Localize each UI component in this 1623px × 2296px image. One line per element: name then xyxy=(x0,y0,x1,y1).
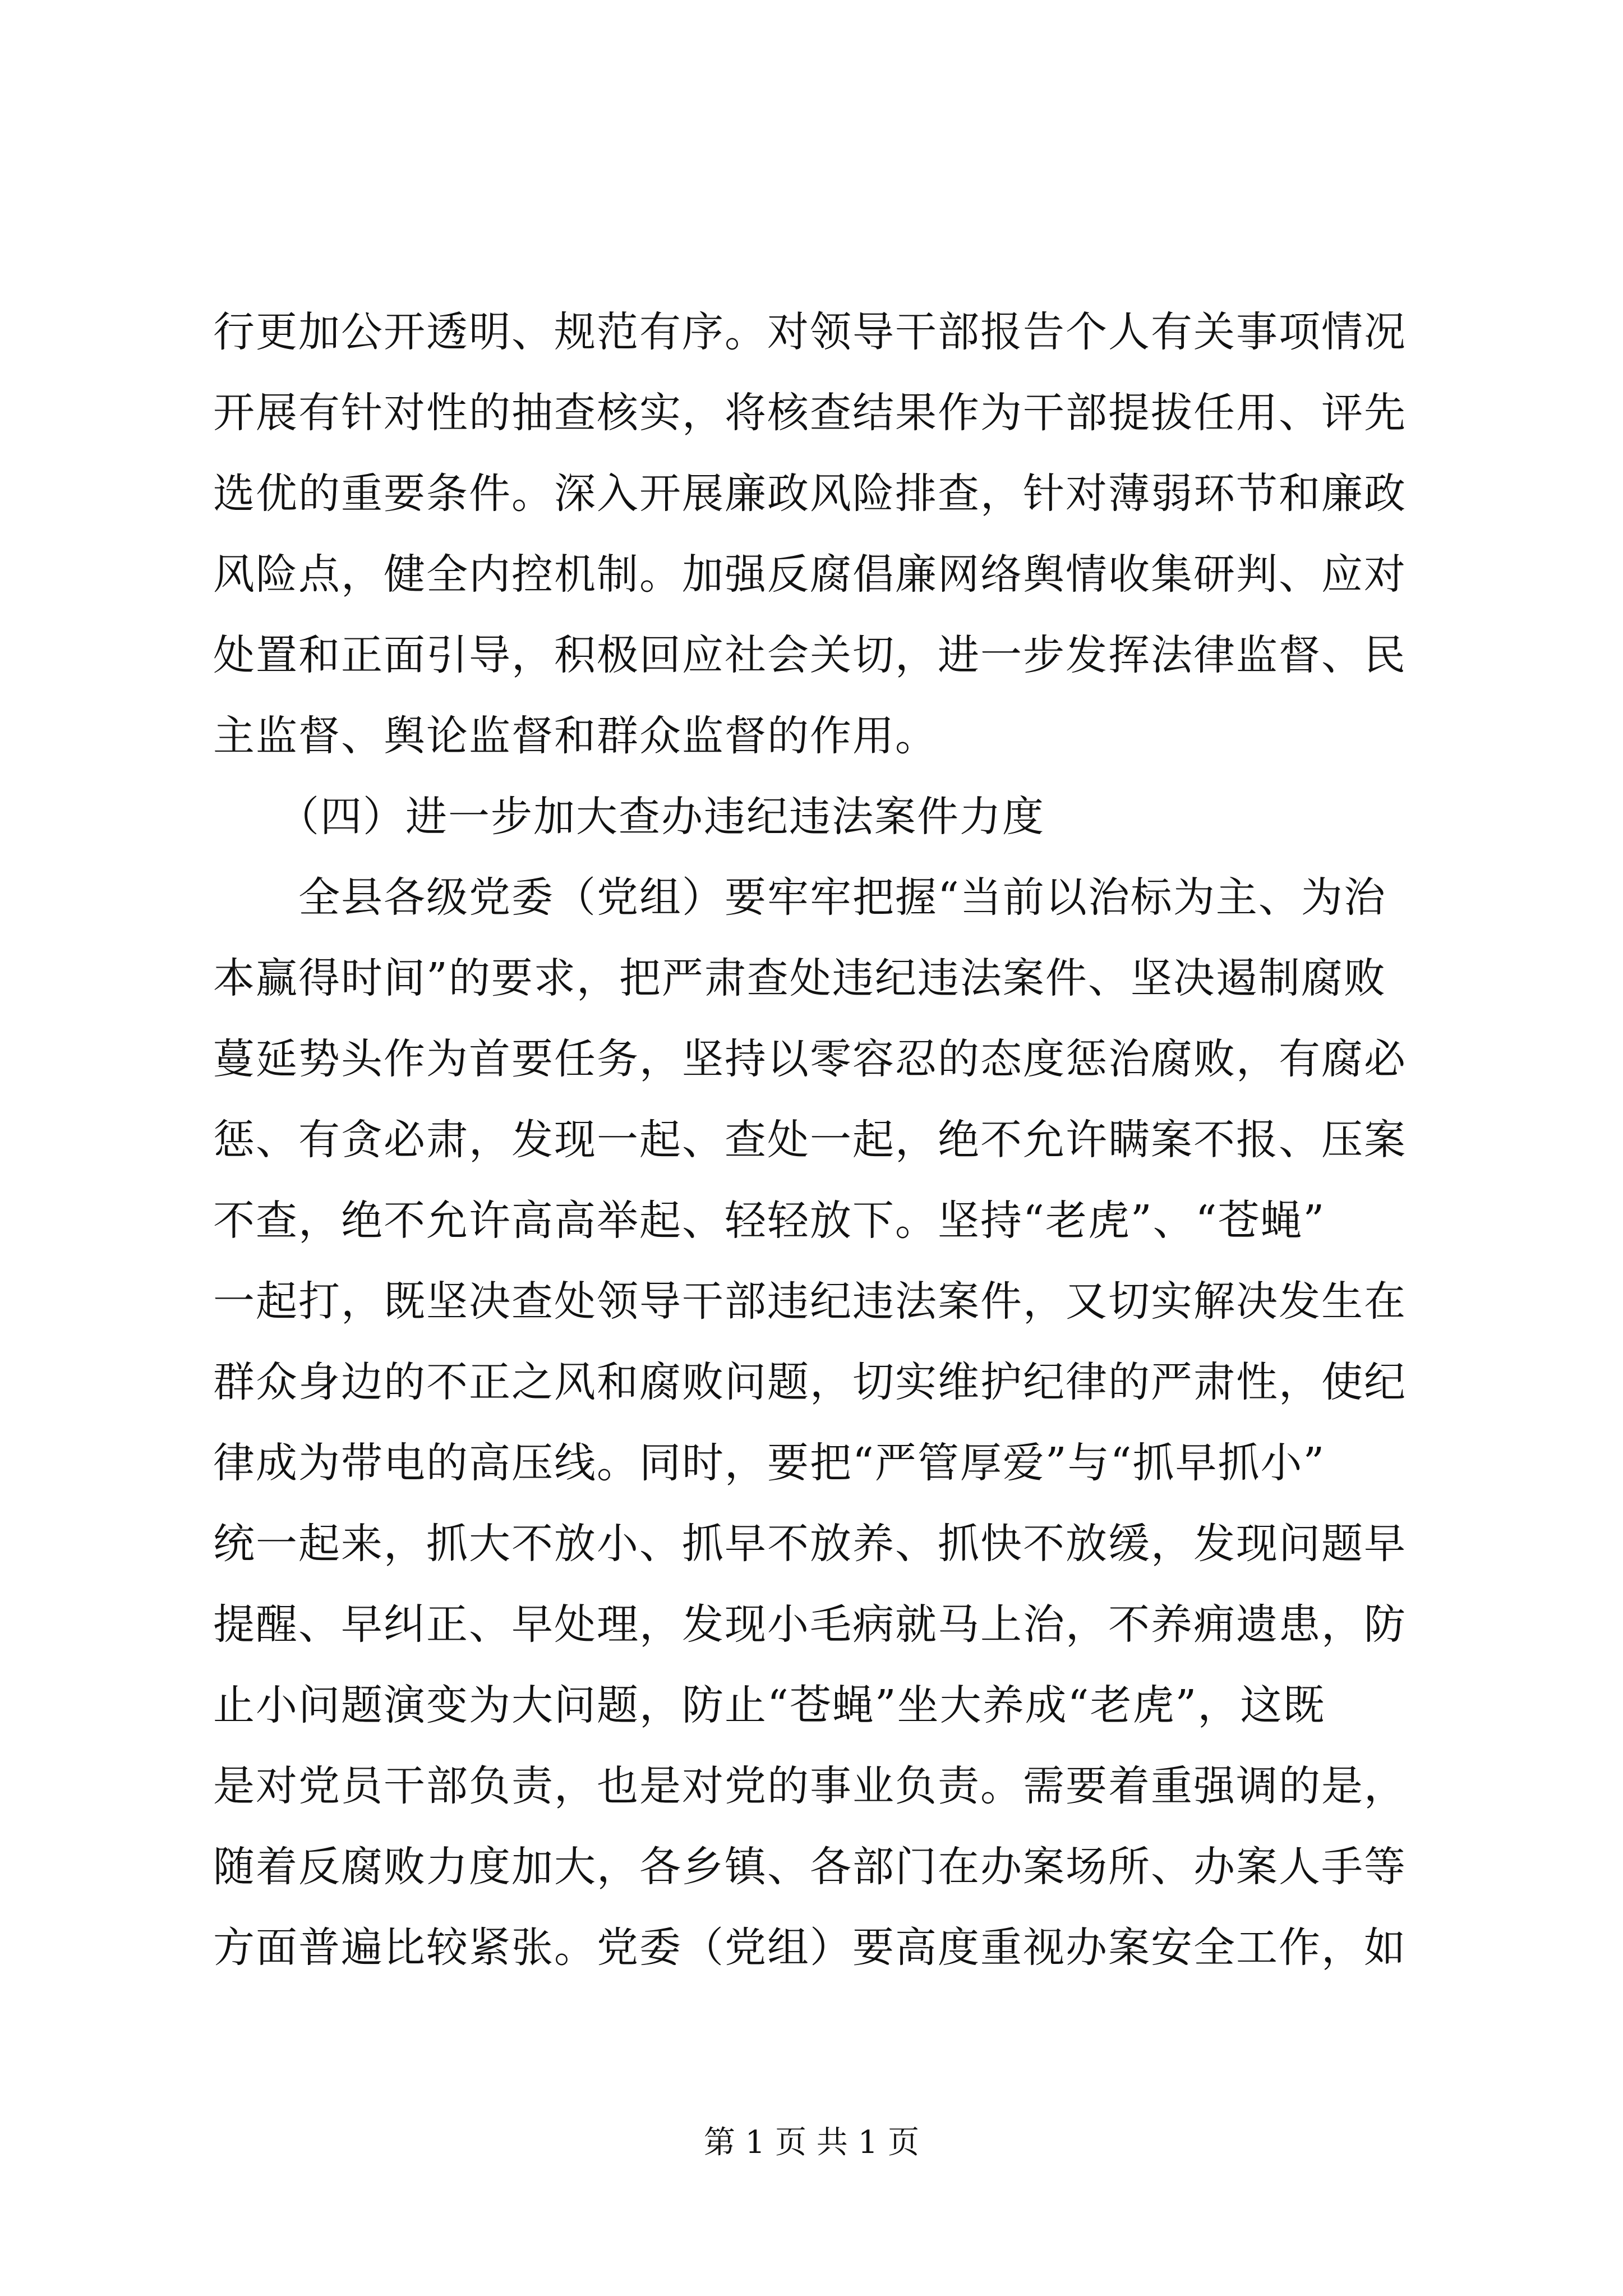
text-line: 全县各级党委（党组）要牢牢把握“当前以治标为主、为治 xyxy=(213,873,1386,922)
text-line: 方面普遍比较紧张。党委（党组）要高度重视办案安全工作，如 xyxy=(213,1924,1407,1972)
text-line: 蔓延势头作为首要任务，坚持以零容忍的态度惩治腐败，有腐必 xyxy=(213,1035,1407,1083)
document-body xyxy=(213,292,1419,1988)
text-line: 惩、有贪必肃，发现一起、查处一起，绝不允许瞒案不报、压案 xyxy=(213,1116,1407,1164)
text-line: 群众身边的不正之风和腐败问题，切实维护纪律的严肃性，使纪 xyxy=(213,1358,1407,1406)
text-line: 处置和正面引导，积极回应社会关切，进一步发挥法律监督、民 xyxy=(213,631,1407,679)
page-footer: 第 1 页 共 1 页 xyxy=(703,2124,920,2161)
text-line: 提醒、早纠正、早处理，发现小毛病就马上治，不养痈遗患，防 xyxy=(213,1600,1407,1649)
text-line: 本赢得时间”的要求，把严肃查处违纪违法案件、坚决遏制腐败 xyxy=(213,954,1386,1002)
text-line: 风险点，健全内控机制。加强反腐倡廉网络舆情收集研判、应对 xyxy=(213,550,1407,599)
text-line: 是对党员干部负责，也是对党的事业负责。需要着重强调的是， xyxy=(213,1762,1407,1810)
text-line: 一起打，既坚决查处领导干部违纪违法案件，又切实解决发生在 xyxy=(213,1277,1407,1326)
text-line: 开展有针对性的抽查核实，将核查结果作为干部提拔任用、评先 xyxy=(213,389,1407,437)
section-heading: （四）进一步加大查办违纪违法案件力度 xyxy=(213,793,1045,841)
text-line: 选优的重要条件。深入开展廉政风险排查，针对薄弱环节和廉政 xyxy=(213,470,1407,518)
text-line: 行更加公开透明、规范有序。对领导干部报告个人有关事项情况 xyxy=(213,308,1407,356)
text-line: 统一起来，抓大不放小、抓早不放养、抓快不放缓，发现问题早 xyxy=(213,1520,1407,1568)
text-line: 律成为带电的高压线。同时，要把“严管厚爱”与“抓早抓小” xyxy=(213,1439,1326,1487)
text-line: 止小问题演变为大问题，防止“苍蝇”坐大养成“老虎”，这既 xyxy=(213,1681,1326,1729)
text-line: 主监督、舆论监督和群众监督的作用。 xyxy=(213,712,938,760)
text-line: 随着反腐败力度加大，各乡镇、各部门在办案场所、办案人手等 xyxy=(213,1843,1407,1891)
text-line: 不查，绝不允许高高举起、轻轻放下。坚持“老虎”、“苍蝇” xyxy=(213,1197,1326,1245)
